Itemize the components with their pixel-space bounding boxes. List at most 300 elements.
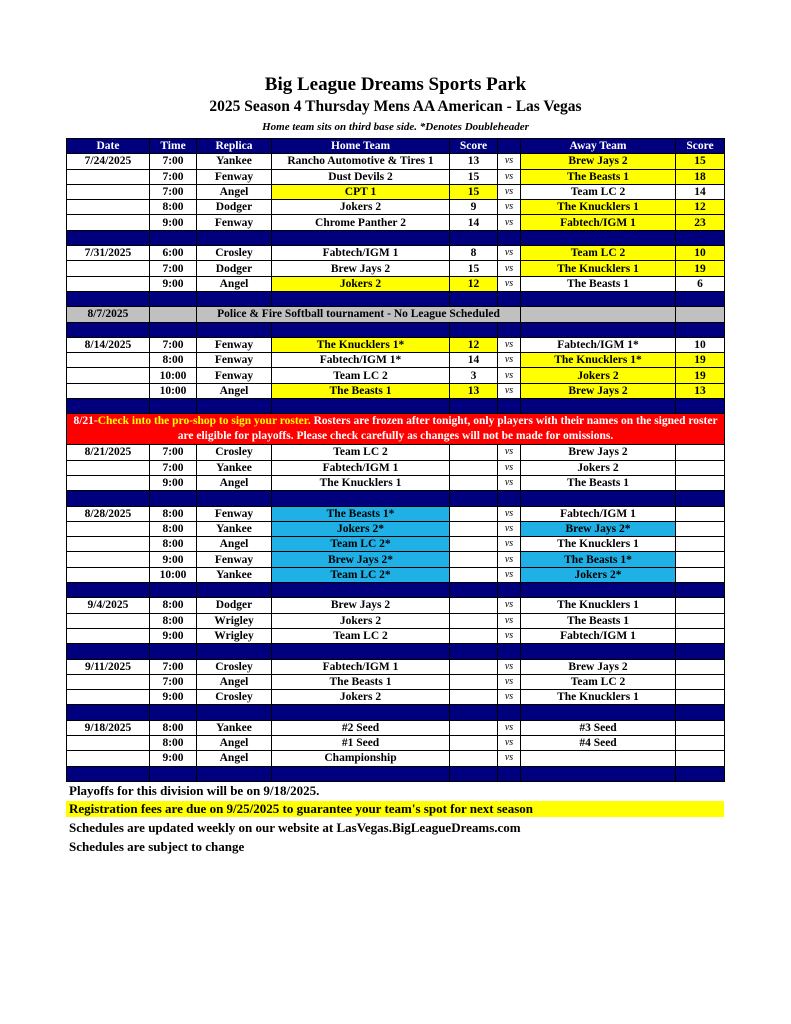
vs-cell: vs [498,169,521,184]
time-cell: 10:00 [150,383,197,398]
col-home-team: Home Team [272,139,450,154]
away-score-cell: 19 [676,261,725,276]
spacer-cell [521,291,676,306]
away-score-cell [676,690,725,705]
spacer-cell [676,322,725,337]
vs-cell: vs [498,246,521,261]
date-cell: 8/7/2025 [67,307,150,322]
date-cell: 9/4/2025 [67,598,150,613]
spacer-cell [272,291,450,306]
game-row [67,368,725,383]
vs-cell: vs [498,567,521,582]
home-team-cell: Fabtech/IGM 1* [272,353,450,368]
replica-field-cell: Angel [197,735,272,750]
game-row [67,674,725,689]
spacer-cell [67,230,150,245]
game-row [67,169,725,184]
away-team-cell: Team LC 2 [521,246,676,261]
spacer-cell [450,766,498,781]
game-row [67,521,725,536]
home-team-cell: The Beasts 1* [272,506,450,521]
spacer-cell [150,491,197,506]
away-score-cell [676,720,725,735]
replica-field-cell: Angel [197,537,272,552]
spacer-row [67,644,725,659]
home-score-cell [450,751,498,766]
replica-field-cell: Fenway [197,353,272,368]
vs-cell: vs [498,552,521,567]
time-cell: 8:00 [150,506,197,521]
time-cell: 8:00 [150,735,197,750]
col-away-score: Score [676,139,725,154]
replica-field-cell: Yankee [197,720,272,735]
home-team-cell: The Knucklers 1 [272,475,450,490]
date-cell: 7/24/2025 [67,154,150,169]
away-score-cell: 13 [676,383,725,398]
away-score-cell: 14 [676,184,725,199]
away-score-cell [676,751,725,766]
away-score-cell [676,475,725,490]
spacer-cell [150,322,197,337]
schedule-table [66,138,725,782]
date-cell [67,215,150,230]
time-cell: 9:00 [150,628,197,643]
spacer-cell [197,766,272,781]
away-score-cell [676,598,725,613]
away-team-cell: The Beasts 1 [521,613,676,628]
col-away-team: Away Team [521,139,676,154]
home-team-cell: Team LC 2 [272,628,450,643]
date-cell [67,674,150,689]
spacer-cell [498,291,521,306]
time-cell: 8:00 [150,200,197,215]
home-team-cell: Brew Jays 2 [272,261,450,276]
vs-cell: vs [498,200,521,215]
away-score-cell [676,537,725,552]
spacer-cell [450,705,498,720]
home-team-cell: Fabtech/IGM 1 [272,460,450,475]
home-team-cell: Jokers 2 [272,276,450,291]
spacer-cell [67,644,150,659]
home-score-cell: 9 [450,200,498,215]
home-team-cell: Chrome Panther 2 [272,215,450,230]
spacer-cell [498,705,521,720]
spacer-cell [197,322,272,337]
away-team-cell: Fabtech/IGM 1* [521,337,676,352]
spacer-cell [521,399,676,414]
replica-field-cell: Crosley [197,445,272,460]
replica-field-cell: Fenway [197,337,272,352]
spacer-row [67,322,725,337]
vs-cell: vs [498,690,521,705]
spacer-cell [498,230,521,245]
time-cell: 7:00 [150,154,197,169]
game-row [67,751,725,766]
spacer-cell [521,583,676,598]
date-cell [67,184,150,199]
away-score-cell: 19 [676,368,725,383]
time-cell: 7:00 [150,445,197,460]
time-cell: 7:00 [150,184,197,199]
spacer-cell [272,644,450,659]
away-cell [521,307,676,322]
home-score-cell [450,521,498,536]
home-team-cell: Team LC 2 [272,445,450,460]
away-team-cell: Team LC 2 [521,674,676,689]
home-score-cell: 3 [450,368,498,383]
home-team-cell: Team LC 2* [272,567,450,582]
away-score-cell: 18 [676,169,725,184]
spacer-cell [498,322,521,337]
game-row [67,659,725,674]
spacer-cell [450,583,498,598]
col-vs [498,139,521,154]
away-team-cell [521,751,676,766]
spacer-cell [150,291,197,306]
game-row [67,215,725,230]
spacer-row [67,491,725,506]
notice-date: 8/21- [73,415,98,428]
date-cell [67,521,150,536]
away-team-cell: Jokers 2* [521,567,676,582]
spacer-cell [498,399,521,414]
time-cell: 8:00 [150,353,197,368]
spacer-cell [676,705,725,720]
spacer-cell [197,230,272,245]
away-team-cell: Brew Jays 2 [521,659,676,674]
replica-field-cell: Yankee [197,460,272,475]
game-row [67,537,725,552]
time-cell: 7:00 [150,261,197,276]
time-cell: 9:00 [150,690,197,705]
home-score-cell: 15 [450,261,498,276]
vs-cell: vs [498,276,521,291]
spacer-cell [450,230,498,245]
notice-highlight: Check into the pro-shop to sign your roster. [97,415,311,428]
game-row [67,383,725,398]
schedule-body [67,154,725,782]
home-team-cell: #2 Seed [272,720,450,735]
no-games-row [67,307,725,322]
spacer-cell [67,766,150,781]
replica-field-cell: Wrigley [197,628,272,643]
home-team-cell: Fabtech/IGM 1 [272,246,450,261]
home-team-cell: The Beasts 1 [272,383,450,398]
vs-cell: vs [498,751,521,766]
time-cell: 9:00 [150,751,197,766]
spacer-cell [67,705,150,720]
game-row [67,552,725,567]
date-cell [67,613,150,628]
spacer-cell [150,399,197,414]
vs-cell: vs [498,215,521,230]
home-score-cell [450,552,498,567]
spacer-cell [197,291,272,306]
spacer-cell [150,766,197,781]
spacer-cell [272,766,450,781]
home-team-cell: CPT 1 [272,184,450,199]
home-team-cell: The Beasts 1 [272,674,450,689]
home-score-cell [450,720,498,735]
away-team-cell: Jokers 2 [521,368,676,383]
time-cell: 8:00 [150,720,197,735]
vs-cell: vs [498,337,521,352]
home-score-cell [450,613,498,628]
away-score-cell [676,521,725,536]
time-cell: 7:00 [150,337,197,352]
spacer-cell [272,322,450,337]
spacer-cell [450,491,498,506]
away-team-cell: The Knucklers 1 [521,261,676,276]
replica-field-cell: Yankee [197,154,272,169]
away-score-cell: 10 [676,246,725,261]
date-cell [67,537,150,552]
game-row [67,246,725,261]
spacer-cell [197,399,272,414]
home-score-cell [450,537,498,552]
spacer-cell [521,766,676,781]
home-score-cell [450,445,498,460]
home-team-cell: Jokers 2 [272,200,450,215]
away-team-cell: Brew Jays 2 [521,154,676,169]
date-cell: 8/14/2025 [67,337,150,352]
replica-field-cell: Dodger [197,598,272,613]
away-score-cell [676,735,725,750]
date-cell [67,200,150,215]
date-cell [67,751,150,766]
col-replica: Replica [197,139,272,154]
game-row [67,184,725,199]
time-cell: 10:00 [150,567,197,582]
replica-field-cell: Angel [197,751,272,766]
game-row [67,154,725,169]
date-cell [67,276,150,291]
vs-cell: vs [498,537,521,552]
game-row [67,628,725,643]
replica-field-cell: Fenway [197,169,272,184]
home-team-cell: Jokers 2 [272,690,450,705]
away-score-cell [676,628,725,643]
spacer-cell [67,399,150,414]
col-home-score: Score [450,139,498,154]
spacer-row [67,766,725,781]
spacer-cell [676,491,725,506]
spacer-row [67,583,725,598]
replica-field-cell: Crosley [197,690,272,705]
game-row [67,337,725,352]
spacer-row [67,291,725,306]
home-score-cell [450,506,498,521]
home-score-cell: 13 [450,154,498,169]
away-team-cell: The Knucklers 1* [521,353,676,368]
replica-field-cell: Crosley [197,659,272,674]
home-score-cell: 14 [450,353,498,368]
spacer-cell [521,491,676,506]
date-cell: 7/31/2025 [67,246,150,261]
away-team-cell: The Beasts 1 [521,276,676,291]
replica-field-cell: Angel [197,475,272,490]
time-cell [150,307,197,322]
away-score-cell: 23 [676,215,725,230]
away-team-cell: Jokers 2 [521,460,676,475]
game-row [67,567,725,582]
vs-cell: vs [498,475,521,490]
date-cell [67,567,150,582]
spacer-cell [498,583,521,598]
replica-field-cell: Fenway [197,552,272,567]
away-team-cell: The Beasts 1* [521,552,676,567]
vs-cell: vs [498,445,521,460]
time-cell: 8:00 [150,598,197,613]
vs-cell: vs [498,613,521,628]
away-score-cell [676,460,725,475]
vs-cell: vs [498,521,521,536]
date-cell [67,475,150,490]
home-score-cell [450,567,498,582]
away-team-cell: Brew Jays 2* [521,521,676,536]
away-team-cell: Fabtech/IGM 1 [521,506,676,521]
spacer-cell [197,583,272,598]
spacer-cell [521,230,676,245]
spacer-cell [197,705,272,720]
replica-field-cell: Angel [197,674,272,689]
away-score-cell: 15 [676,154,725,169]
game-row [67,690,725,705]
time-cell: 9:00 [150,552,197,567]
spacer-cell [150,230,197,245]
replica-field-cell: Angel [197,383,272,398]
game-row [67,598,725,613]
vs-cell: vs [498,674,521,689]
home-team-cell: Team LC 2* [272,537,450,552]
away-team-cell: Brew Jays 2 [521,383,676,398]
replica-field-cell: Crosley [197,246,272,261]
time-cell: 8:00 [150,537,197,552]
home-score-cell [450,628,498,643]
game-row [67,460,725,475]
time-cell: 7:00 [150,169,197,184]
game-row [67,735,725,750]
away-score-cell [676,445,725,460]
away-score-cell [676,674,725,689]
home-team-cell: Fabtech/IGM 1 [272,659,450,674]
date-cell [67,261,150,276]
replica-field-cell: Yankee [197,567,272,582]
registration-note: Registration fees are due on 9/25/2025 to guarantee your team's spot for next season [66,801,724,817]
time-cell: 9:00 [150,215,197,230]
col-date: Date [67,139,150,154]
date-cell [67,169,150,184]
vs-cell: vs [498,368,521,383]
home-score-cell: 12 [450,276,498,291]
replica-field-cell: Dodger [197,261,272,276]
replica-field-cell: Dodger [197,200,272,215]
vs-cell: vs [498,598,521,613]
home-team-cell: Jokers 2 [272,613,450,628]
home-team-cell: Championship [272,751,450,766]
away-score-cell [676,659,725,674]
game-row [67,276,725,291]
spacer-cell [272,583,450,598]
date-cell [67,628,150,643]
spacer-cell [197,491,272,506]
time-cell: 8:00 [150,613,197,628]
website-note: Schedules are updated weekly on our website at LasVegas.BigLeagueDreams.com [69,820,521,835]
away-team-cell: The Beasts 1 [521,475,676,490]
away-team-cell: The Knucklers 1 [521,690,676,705]
spacer-cell [521,644,676,659]
vs-cell: vs [498,659,521,674]
time-cell: 9:00 [150,475,197,490]
date-cell: 9/11/2025 [67,659,150,674]
away-team-cell: The Knucklers 1 [521,537,676,552]
spacer-cell [67,583,150,598]
away-score-cell [676,567,725,582]
spacer-cell [150,705,197,720]
date-cell [67,368,150,383]
home-team-cell: Dust Devils 2 [272,169,450,184]
away-team-cell: Fabtech/IGM 1 [521,215,676,230]
home-score-cell [450,598,498,613]
spacer-row [67,705,725,720]
playoffs-note: Playoffs for this division will be on 9/18/2025. [69,783,320,798]
spacer-cell [150,583,197,598]
date-cell [67,353,150,368]
replica-field-cell: Fenway [197,506,272,521]
game-row [67,475,725,490]
spacer-cell [450,644,498,659]
spacer-cell [150,644,197,659]
time-cell: 7:00 [150,659,197,674]
spacer-cell [450,322,498,337]
spacer-cell [67,291,150,306]
spacer-cell [67,322,150,337]
game-row [67,353,725,368]
vs-cell: vs [498,506,521,521]
spacer-cell [521,705,676,720]
home-score-cell [450,690,498,705]
spacer-cell [521,322,676,337]
away-team-cell: Fabtech/IGM 1 [521,628,676,643]
notice-text: Rosters are frozen after tonight, only players with their names on the signed roster are eligible for playoffs. Please check carefully as changes will not be made for omissions. [177,415,718,443]
spacer-cell [676,583,725,598]
spacer-cell [498,644,521,659]
spacer-cell [498,766,521,781]
away-score-cell [676,613,725,628]
spacer-cell [676,230,725,245]
spacer-cell [450,291,498,306]
home-team-cell: Rancho Automotive & Tires 1 [272,154,450,169]
vs-cell: vs [498,353,521,368]
replica-field-cell: Fenway [197,368,272,383]
vs-cell: vs [498,720,521,735]
time-cell: 6:00 [150,246,197,261]
away-team-cell: Team LC 2 [521,184,676,199]
game-row [67,720,725,735]
spacer-cell [272,399,450,414]
spacer-cell [272,705,450,720]
replica-field-cell: Angel [197,184,272,199]
vs-cell: vs [498,261,521,276]
away-team-cell: The Knucklers 1 [521,200,676,215]
col-time: Time [150,139,197,154]
date-cell: 9/18/2025 [67,720,150,735]
table-header-row [67,139,725,154]
game-row [67,445,725,460]
away-score-cell: 19 [676,353,725,368]
home-team-cell: Brew Jays 2 [272,598,450,613]
home-team-cell: Team LC 2 [272,368,450,383]
